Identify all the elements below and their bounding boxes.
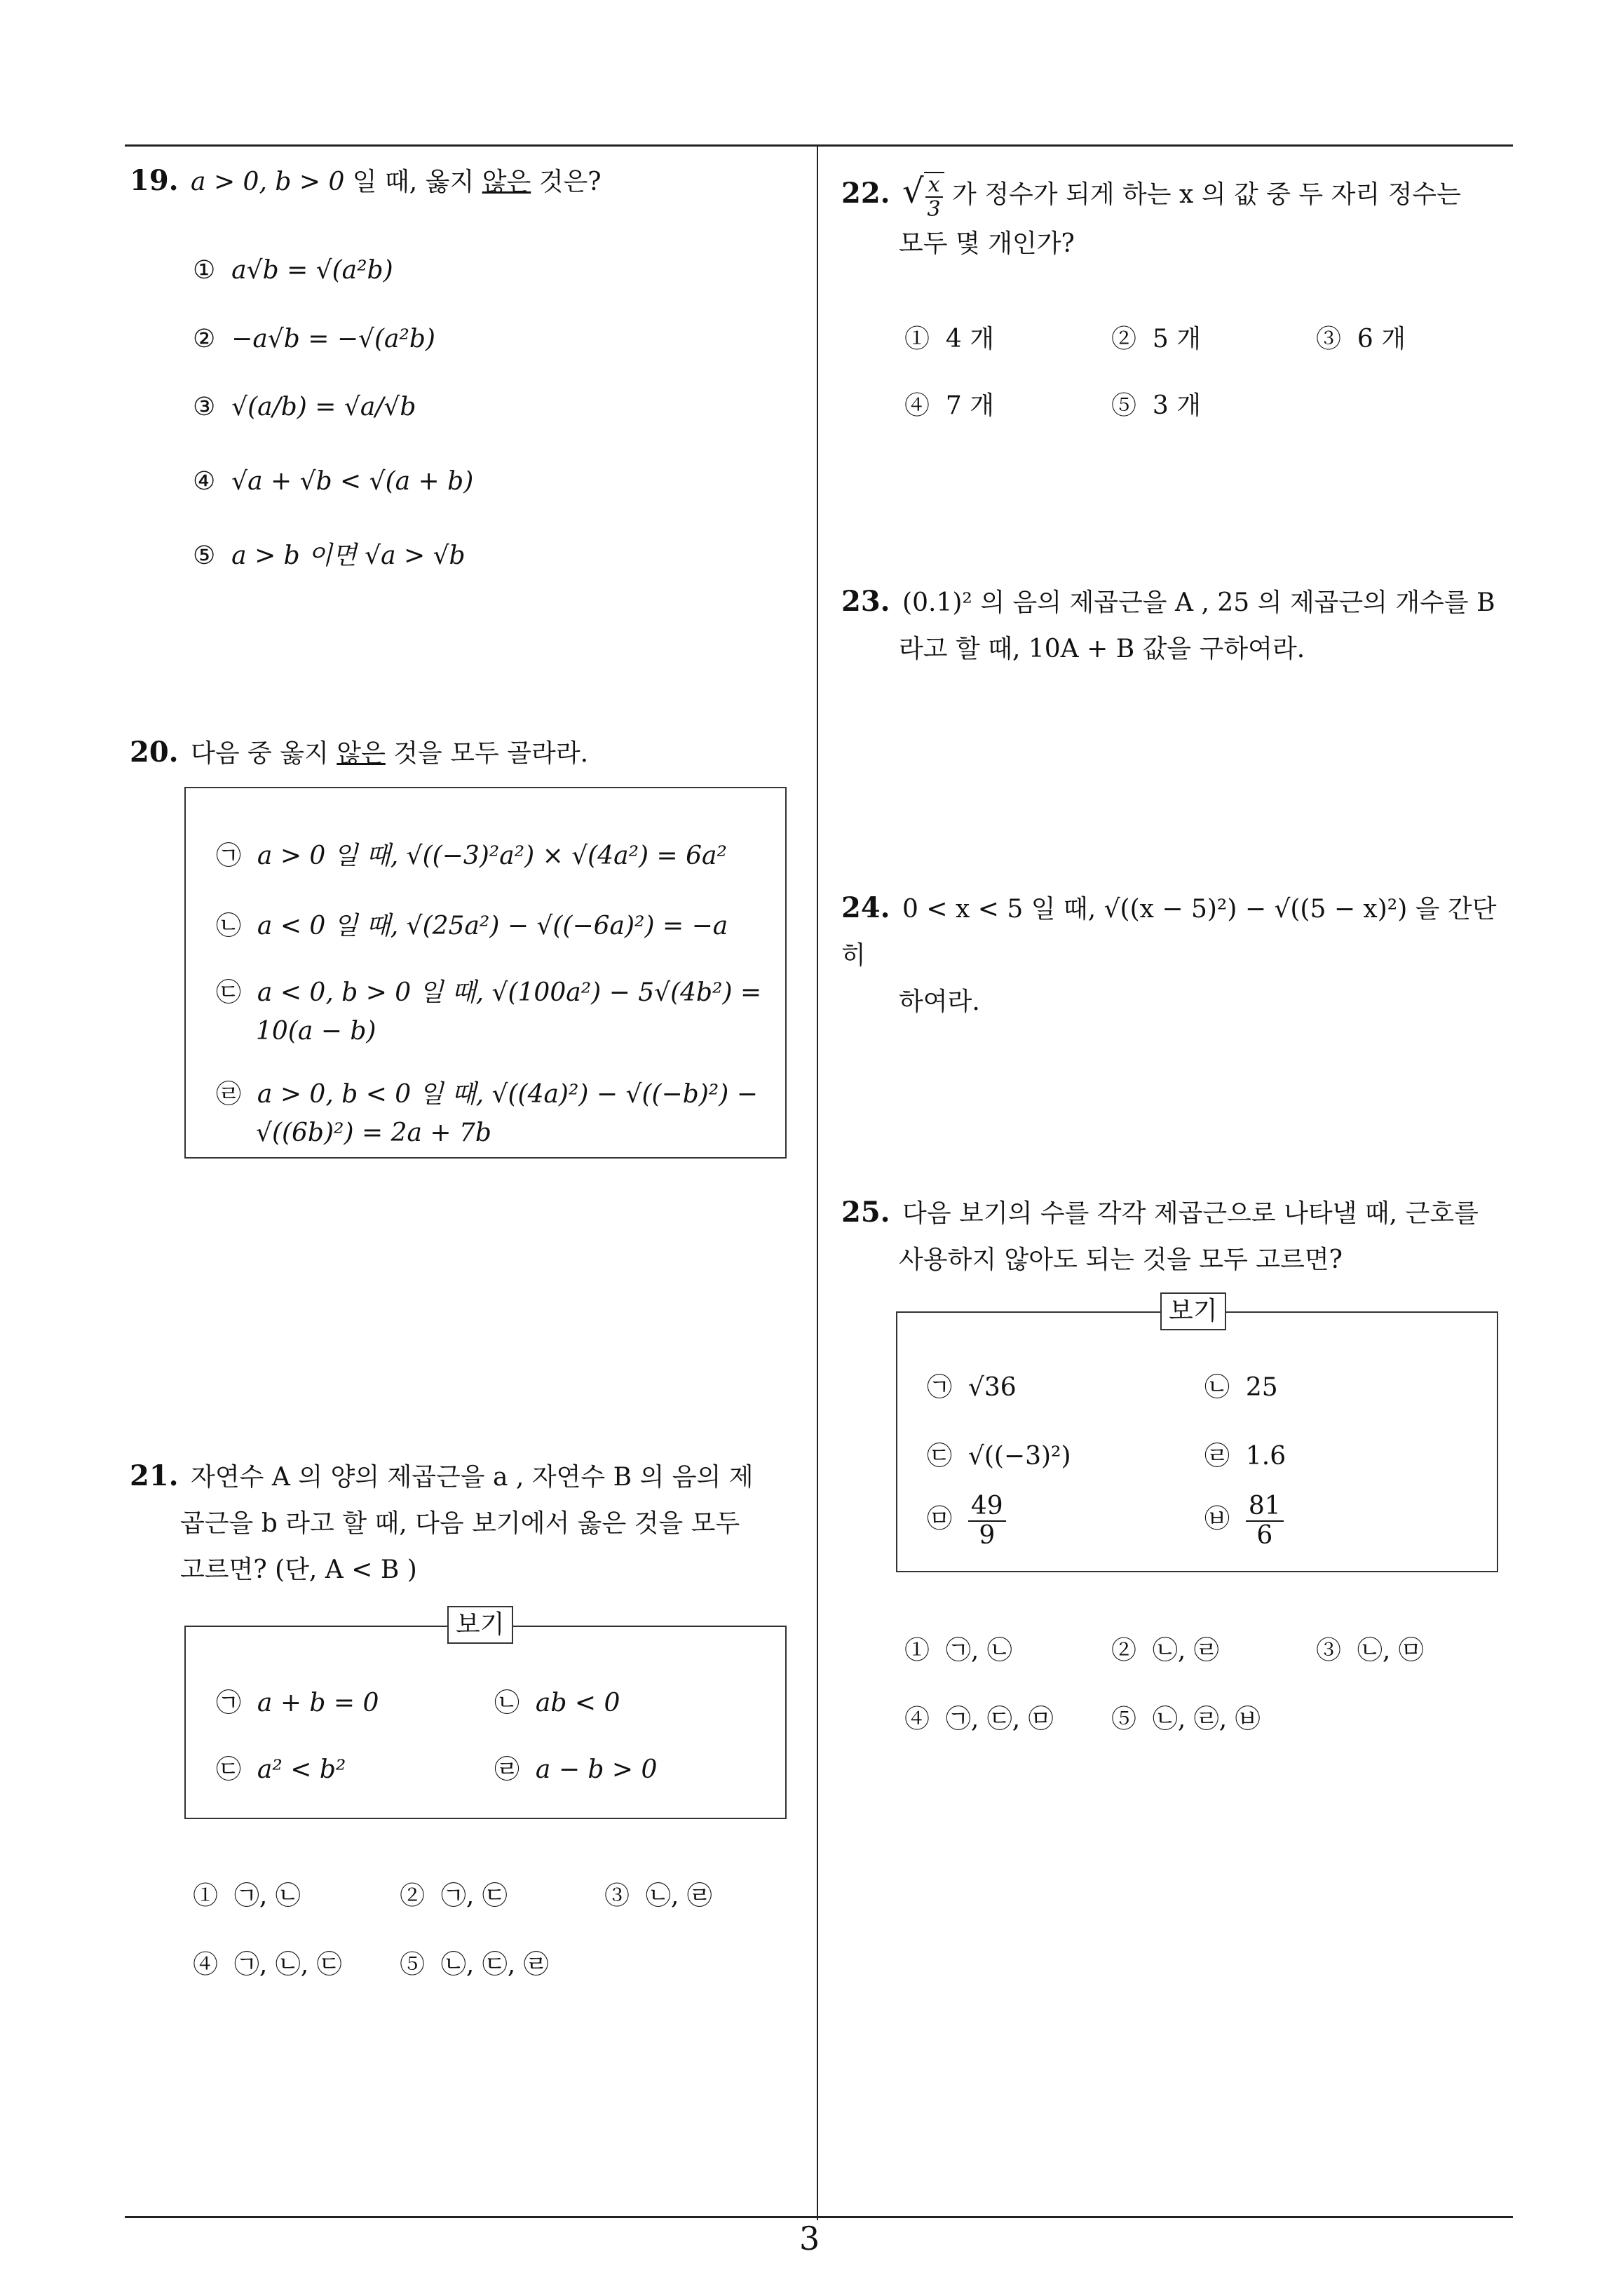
- option-text: ㉠, ㉡, ㉢: [233, 1950, 342, 1979]
- item-mark: ㉡: [1204, 1373, 1230, 1402]
- option-mark: ①: [193, 1882, 219, 1910]
- stem-underlined: 않은: [337, 739, 386, 768]
- sqrt-sign: √: [902, 172, 924, 211]
- option-text: √(a/b) = √a/√b: [231, 393, 416, 421]
- option-mark: ④: [904, 391, 930, 420]
- item-text: a > 0, b < 0 일 때, √((4a)²) − √((−b)²) −: [257, 1080, 758, 1109]
- option-mark: ③: [604, 1882, 630, 1910]
- option-5[interactable]: [1111, 386, 1201, 421]
- bogi-item-4: [1204, 1436, 1286, 1472]
- option-5[interactable]: [193, 536, 466, 572]
- question-number: 24.: [841, 891, 890, 924]
- option-text: 6 개: [1357, 325, 1406, 353]
- item-mark: ㉣: [494, 1755, 520, 1784]
- stem-condition: a > 0, b > 0: [191, 168, 345, 196]
- stem-line: 곱근을 b 라고 할 때, 다음 보기에서 옳은 것을 모두: [180, 1509, 740, 1538]
- stem-underlined: 않은: [482, 168, 531, 196]
- option-4[interactable]: [904, 386, 994, 421]
- item-text: √36: [967, 1373, 1017, 1402]
- stem-line: (0.1)² 의 음의 제곱근을 A , 25 의 제곱근의 개수를 B: [902, 588, 1495, 617]
- option-text: ㉡, ㉣: [645, 1882, 712, 1910]
- numerator: 81: [1246, 1492, 1284, 1522]
- option-4[interactable]: [193, 467, 473, 496]
- fraction: [968, 1492, 1006, 1549]
- bogi-item-2: [1204, 1368, 1278, 1403]
- question-number: 23.: [841, 585, 890, 618]
- question-number: 20.: [130, 736, 179, 769]
- stem-text: 가 정수가 되게 하는 x 의 값 중 두 자리 정수는: [944, 180, 1461, 209]
- question-number: 21.: [130, 1459, 179, 1492]
- bogi-box: [184, 1626, 787, 1819]
- option-mark: ④: [904, 1705, 930, 1734]
- statement-3-cont: [256, 1017, 376, 1046]
- option-mark: ②: [1111, 1636, 1137, 1665]
- option-2[interactable]: [1111, 1630, 1219, 1666]
- option-text: 4 개: [945, 325, 995, 353]
- option-1[interactable]: [904, 319, 994, 355]
- fraction: [1246, 1492, 1284, 1549]
- option-mark: ①: [904, 1636, 930, 1665]
- denominator: 9: [979, 1520, 996, 1550]
- item-mark: ㉠: [216, 1689, 242, 1717]
- option-text: a > b 이면 √a > √b: [231, 541, 466, 570]
- option-mark: ④: [193, 1950, 219, 1979]
- question-23: [841, 579, 1514, 673]
- denominator: 6: [1256, 1520, 1273, 1550]
- option-mark: ③: [193, 393, 216, 421]
- option-mark: ④: [193, 467, 216, 496]
- stem-line: 자연수 A 의 양의 제곱근을 a , 자연수 B 의 음의 제: [191, 1463, 754, 1492]
- page-number: 3: [799, 2220, 820, 2257]
- item-mark: ㉡: [216, 912, 242, 940]
- option-1[interactable]: [193, 1876, 301, 1912]
- question-21: [130, 1453, 803, 1593]
- column-divider: [817, 144, 818, 2220]
- item-mark: ㉣: [1204, 1442, 1230, 1471]
- option-text: ㉡, ㉣: [1152, 1636, 1219, 1665]
- bogi-item-5: [927, 1492, 1006, 1549]
- fraction: [924, 172, 944, 221]
- item-text: 10(a − b): [256, 1017, 376, 1046]
- option-4[interactable]: [193, 1945, 342, 1980]
- option-3[interactable]: [1316, 319, 1406, 355]
- question-19: [130, 158, 602, 205]
- option-mark: ②: [193, 325, 216, 353]
- option-text: ㉠, ㉡: [945, 1636, 1012, 1665]
- item-text: a − b > 0: [535, 1755, 658, 1784]
- stem-line: 모두 몇 개인가?: [899, 229, 1075, 258]
- stem-text: 것을 모두 골라라.: [385, 739, 589, 768]
- option-mark: ②: [1111, 325, 1137, 353]
- stem-line: 하여라.: [899, 987, 980, 1016]
- stem-line: 고르면? (단, A < B ): [180, 1555, 417, 1584]
- bogi-title: 보기: [447, 1606, 513, 1644]
- statement-1: [216, 836, 727, 872]
- question-20: [130, 729, 588, 777]
- option-3[interactable]: [193, 393, 416, 421]
- item-mark: ㉥: [1204, 1504, 1230, 1534]
- stem-line: 다음 보기의 수를 각각 제곱근으로 나타낼 때, 근호를: [902, 1199, 1479, 1228]
- item-text: ab < 0: [535, 1689, 620, 1717]
- bogi-item-3: [216, 1750, 346, 1785]
- option-text: ㉡, ㉢, ㉣: [440, 1950, 549, 1979]
- item-mark: ㉠: [927, 1373, 953, 1402]
- bogi-item-4: [494, 1750, 657, 1785]
- option-text: ㉡, ㉤: [1357, 1636, 1424, 1665]
- option-text: 5 개: [1152, 325, 1202, 353]
- stem-text: 일 때, 옳지: [344, 168, 482, 196]
- item-mark: ㉢: [216, 1755, 242, 1784]
- item-text: √((−3)²): [967, 1442, 1071, 1471]
- option-mark: ⑤: [193, 541, 216, 570]
- option-1[interactable]: [904, 1630, 1012, 1666]
- numerator: x: [925, 173, 943, 198]
- option-text: a√b = √(a²b): [231, 256, 393, 285]
- option-mark: ①: [904, 325, 930, 353]
- top-rule: [125, 144, 1513, 147]
- bogi-title: 보기: [1160, 1292, 1226, 1330]
- statement-4-cont: [256, 1119, 491, 1147]
- option-mark: ⑤: [1111, 391, 1137, 420]
- item-text: a² < b²: [257, 1755, 346, 1784]
- option-mark: ⑤: [400, 1950, 426, 1979]
- option-5[interactable]: [400, 1945, 549, 1980]
- bottom-rule: [125, 2216, 1513, 2218]
- statement-4: [216, 1074, 758, 1110]
- item-mark: ㉤: [927, 1504, 953, 1534]
- option-mark: ⑤: [1111, 1705, 1137, 1734]
- option-text: √a + √b < √(a + b): [231, 467, 474, 496]
- stem-text: 것은?: [531, 168, 602, 196]
- bogi-item-1: [216, 1683, 379, 1719]
- question-number: 19.: [130, 164, 179, 197]
- option-mark: ③: [1316, 325, 1342, 353]
- option-text: ㉠, ㉢, ㉤: [945, 1705, 1054, 1734]
- question-number: 22.: [841, 177, 890, 210]
- stem-line: 0 < x < 5 일 때, √((x − 5)²) − √((5 − x)²) 을 간단히: [841, 895, 1497, 970]
- item-text: 1.6: [1245, 1442, 1286, 1471]
- option-mark: ①: [193, 256, 216, 285]
- numerator: 49: [968, 1492, 1006, 1522]
- option-2[interactable]: [1111, 319, 1201, 355]
- item-text: a < 0 일 때, √(25a²) − √((−6a)²) = −a: [257, 912, 728, 940]
- option-2[interactable]: [400, 1876, 508, 1912]
- option-mark: ②: [400, 1882, 426, 1910]
- stem-text: 다음 중 옳지: [191, 739, 337, 768]
- item-text: a < 0, b > 0 일 때, √(100a²) − 5√(4b²) =: [257, 978, 762, 1007]
- denominator: 3: [927, 197, 941, 222]
- question-25: [841, 1189, 1514, 1283]
- item-mark: ㉢: [927, 1442, 953, 1471]
- question-22: [841, 168, 1514, 267]
- question-number: 25.: [841, 1196, 890, 1229]
- option-4[interactable]: [904, 1699, 1054, 1735]
- question-24: [841, 885, 1514, 1025]
- bogi-item-6: [1204, 1492, 1284, 1549]
- stem-line: 라고 할 때, 10A + B 값을 구하여라.: [899, 635, 1305, 663]
- stem-line: 사용하지 않아도 되는 것을 모두 고르면?: [899, 1245, 1343, 1274]
- item-mark: ㉡: [494, 1689, 520, 1717]
- statement-3: [216, 973, 761, 1008]
- option-3[interactable]: [604, 1876, 712, 1912]
- option-text: −a√b = −√(a²b): [231, 325, 435, 353]
- option-5[interactable]: [1111, 1699, 1261, 1735]
- option-2[interactable]: [193, 325, 435, 353]
- option-3[interactable]: [1316, 1630, 1424, 1666]
- item-mark: ㉣: [216, 1080, 242, 1109]
- item-mark: ㉠: [216, 842, 242, 870]
- item-mark: ㉢: [216, 978, 242, 1007]
- option-text: 7 개: [945, 391, 995, 420]
- option-text: 3 개: [1152, 391, 1202, 420]
- option-text: ㉡, ㉣, ㉥: [1152, 1705, 1261, 1734]
- statement-2: [216, 906, 728, 942]
- bogi-item-3: [927, 1436, 1071, 1472]
- item-text: 25: [1245, 1373, 1278, 1402]
- option-1[interactable]: [193, 256, 393, 285]
- bogi-item-2: [494, 1683, 620, 1719]
- option-text: ㉠, ㉡: [233, 1882, 301, 1910]
- item-text: a + b = 0: [257, 1689, 379, 1717]
- option-text: ㉠, ㉢: [440, 1882, 508, 1910]
- item-text: a > 0 일 때, √((−3)²a²) × √(4a²) = 6a²: [257, 842, 727, 870]
- option-mark: ③: [1316, 1636, 1342, 1665]
- item-text: √((6b)²) = 2a + 7b: [256, 1119, 491, 1147]
- bogi-item-1: [927, 1368, 1017, 1403]
